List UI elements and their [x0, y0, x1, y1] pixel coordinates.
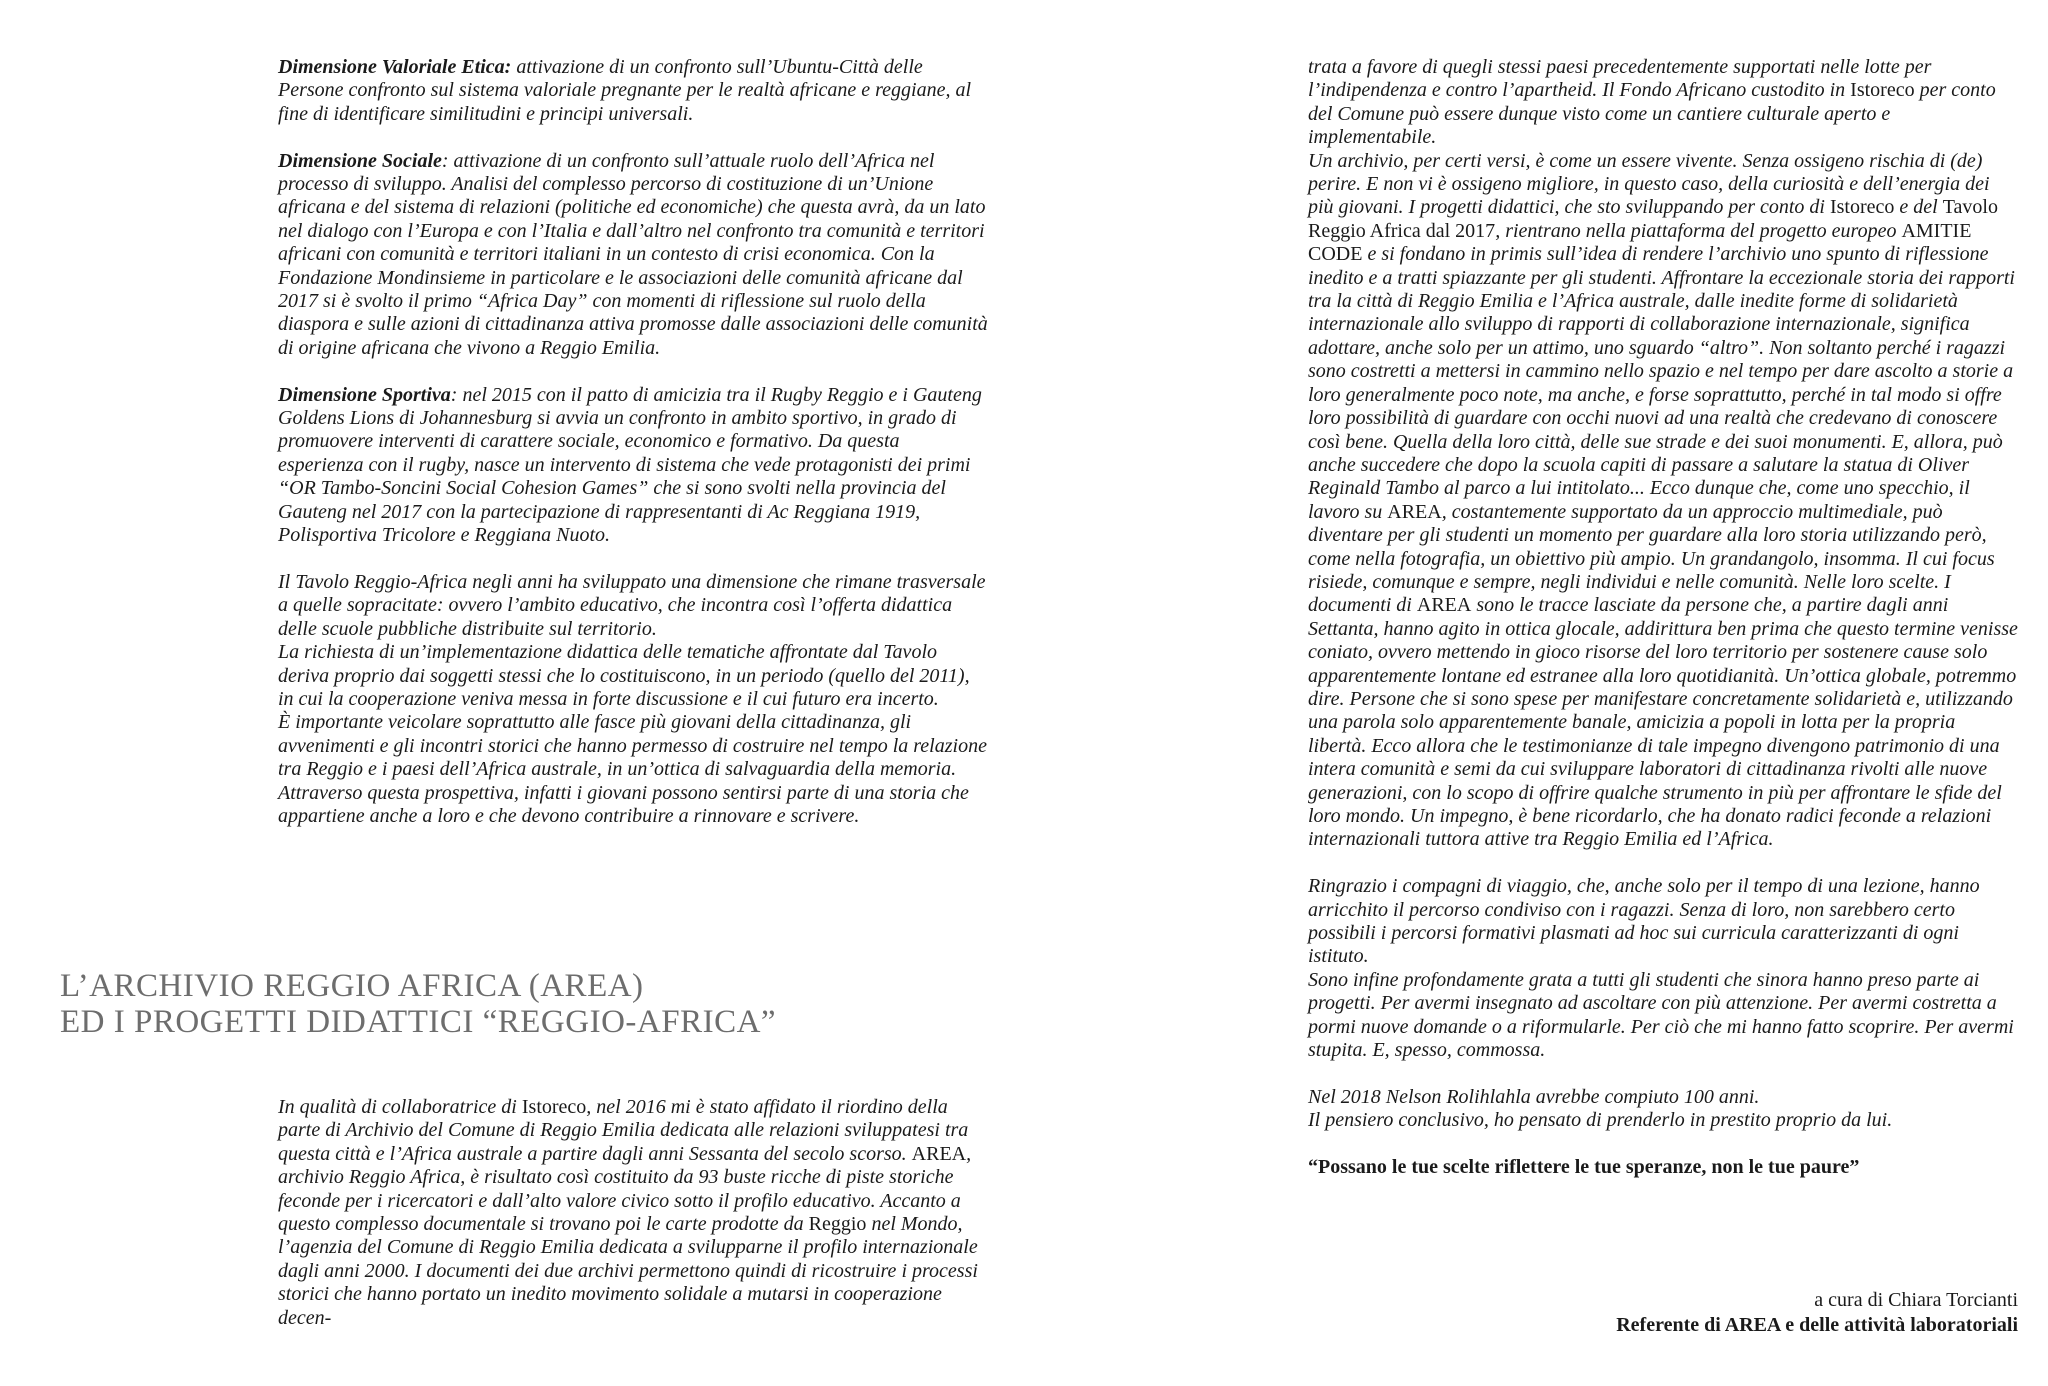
paragraph-pensiero: Il pensiero conclusivo, ho pensato di prenderlo in prestito proprio da lui.: [1308, 1109, 1893, 1132]
left-column: [278, 56, 990, 828]
paragraph-sportiva: Dimensione Sportiva: nel 2015 con il patto di amicizia tra il Rugby Reggio e i Gauteng Goldens Lions di Johannesburg si avvia un confronto in ambito sportivo, in grado di promuovere interventi di carattere sociale, economico e formativo. Da questa esperienza con il rugby, nasce un intervento di sistema che vede protagonisti dei primi “OR Tambo-Soncini Social Cohesion Games” che si sono svolti nella provincia del Gauteng nel 2017 con la partecipazione di rappresentanti di Ac Reggiana 1919, Polisportiva Tricolore e Reggiana Nuoto.: [278, 383, 982, 547]
signature: a cura di Chiara Torcianti: [1814, 1289, 2018, 1311]
lead-etica: Dimensione Valoriale Etica:: [278, 56, 512, 78]
lead-sportiva: Dimensione Sportiva: [278, 383, 451, 406]
right-column: [1308, 56, 2018, 1203]
paragraph-tavolo-1: Il Tavolo Reggio-Africa negli anni ha sviluppato una dimensione che rimane trasversale a quelle sopracitate: ovvero l’ambito educativo, che incontra così l’offerta didattica delle scuole pubbliche distribuite sul territorio.: [278, 570, 986, 640]
paragraph-studenti: Sono infine profondamente grata a tutti gli studenti che sinora hanno preso parte ai progetti. Per avermi insegnato ad ascoltare con più attenzione. Per avermi costretta a pormi nuove domande o a riformularle. Per ciò che mi hanno fatto scoprire. Per avermi stupita. E, spesso, commossa.: [1308, 968, 2014, 1062]
section-heading: [60, 968, 960, 1040]
lead-sociale: Dimensione Sociale: [278, 149, 442, 172]
closing-quote: “Possano le tue scelte riflettere le tue speranze, non le tue paure”: [1308, 1156, 1860, 1179]
paragraph-tavolo-2: La richiesta di un’implementazione didattica delle tematiche affrontate dal Tavolo deriva proprio dai soggetti stessi che lo costituiscono, in un periodo (quello del 2011), in cui la cooperazione veniva messa in forte discussione e il cui futuro era incerto.: [278, 641, 970, 710]
paragraph-etica: Dimensione Valoriale Etica: attivazione di un confronto sull’Ubuntu-Città delle Persone confronto sul sistema valoriale pregnante per le realtà africane e reggiane, al fine di identificare similitudini e principi universali.: [278, 56, 972, 125]
author-role: Referente di AREA e delle attività laboratoriali: [1616, 1314, 2018, 1336]
paragraph-continuation: trata a favore di quegli stessi paesi precedentemente supportati nelle lotte per l’indipendenza e contro l’apartheid. Il Fondo Africano custodito in Istoreco per conto del Comune può essere dunque visto come un cantiere culturale aperto e implementabile.: [1308, 56, 1996, 149]
left-column-archive: [278, 1096, 990, 1330]
paragraph-sociale: Dimensione Sociale: attivazione di un confronto sull’attuale ruolo dell’Africa nel processo di sviluppo. Analisi del complesso percorso di costituzione di un’Unione africana e del sistema di relazioni (politiche ed economiche) che questa avrà, da un lato nel dialogo con l’Europa e con l’Italia e dall’altro nel confronto tra comunità e territori africani con comunità e territori italiani in un contesto di crisi economica. Con la Fondazione Mondinsieme in particolare e le associazioni delle comunità africane dal 2017 si è svolto il primo “Africa Day” con momenti di riflessione sul ruolo della diaspora e sulle azioni di cittadinanza attiva promosse dalle associazioni delle comunità di origine africana che vivono a Reggio Emilia.: [278, 149, 988, 359]
paragraph-tavolo-3: È importante veicolare soprattutto alle fasce più giovani della cittadinanza, gli avvenimenti e gli incontri storici che hanno permesso di costruire nel tempo la relazione tra Reggio e i paesi dell’Africa australe, in un’ottica di salvaguardia della memoria. Attraverso questa prospettiva, infatti i giovani possono sentirsi parte di una storia che appartiene anche a loro e che devono contribuire a rinnovare e scrivere.: [278, 711, 987, 827]
paragraph-archivio: Un archivio, per certi versi, è come un essere vivente. Senza ossigeno rischia di (de) perire. E non vi è ossigeno migliore, in questo caso, della curiosità e dell’energia dei più giovani. I progetti didattici, che sto sviluppando per conto di Istoreco e del Tavolo Reggio Africa dal 2017, rientrano nella piattaforma del progetto europeo AMITIE CODE e si fondano in primis sull’idea di rendere l’archivio uno spunto di riflessione inedito e a tratti spiazzante per gli studenti. Affrontare la eccezionale storia dei rapporti tra la città di Reggio Emilia e l’Africa australe, dalle inedite forme di solidarietà internazionale allo sviluppo di rapporti di collaborazione internazionale, significa adottare, anche solo per un attimo, uno sguardo “altro”. Non soltanto perché i ragazzi sono costretti a mettersi in cammino nello spazio e nel tempo per dare ascolto a storie a loro generalmente poco note, ma anche, e forse soprattutto, perché in tal modo si offre loro possibilità di guardare con occhi nuovi ad una realtà che credevano di conoscere così bene. Quella della loro città, delle sue strade e dei suoi monumenti. E, allora, può anche succedere che dopo la scuola capiti di passare a salutare la statua di Oliver Reginald Tambo al parco a lui intitolato... Ecco dunque che, come uno specchio, il lavoro su AREA, costantemente supportato da un approccio multimediale, può diventare per gli studenti un momento per guardare alla loro storia utilizzando però, come nella fotografia, un obiettivo più ampio. Un grandangolo, insomma. Il cui focus risiede, comunque e sempre, negli individui e nelle comunità. Nelle loro scelte. I documenti di AREA sono le tracce lasciate da persone che, a partire dagli anni Settanta, hanno agito in ottica glocale, addirittura ben prima che questo termine venisse coniato, ovvero mettendo in gioco risorse del loro territorio per sostenere cause solo apparentemente lontane ed estranee alla loro quotidianità. Un’ottica globale, potremmo dire. Persone che si sono spese per manifestare concretamente solidarietà e, utilizzando una parola solo apparentemente banale, amicizia a popoli in lotta per la propria libertà. Ecco allora che le testimonianze di tale impegno divengono patrimonio di una intera comunità e semi da cui sviluppare laboratori di cittadinanza rivolti alle nuove generazioni, con lo scopo di offrire qualche strumento in più per affrontare le sfide del loro mondo. Un impegno, è bene ricordarlo, che ha donato radici feconde a relazioni internazionali tuttora attive tra Reggio Emilia ed l’Africa.: [1308, 149, 2018, 851]
heading-line-2: ED I PROGETTI DIDATTICI “REGGIO-AFRICA”: [60, 1004, 777, 1040]
signature-block: [1616, 1288, 2018, 1338]
paragraph-area: In qualità di collaboratrice di Istoreco, nel 2016 mi è stato affidato il riordino della parte di Archivio del Comune di Reggio Emilia dedicata alle relazioni sviluppatesi tra questa città e l’Africa australe a partire dagli anni Sessanta del secolo scorso. AREA, archivio Reggio Africa, è risultato così costituito da 93 buste ricche di piste storiche feconde per i ricercatori e dall’alto valore civico sotto il profilo educativo. Accanto a questo complesso documentale si trovano poi le carte prodotte da Reggio nel Mondo, l’agenzia del Comune di Reggio Emilia dedicata a svilupparne il profilo internazionale dagli anni 2000. I documenti dei due archivi permettono quindi di ricostruire i processi storici che hanno portato un inedito movimento solidale a mutarsi in cooperazione decen-: [278, 1096, 978, 1329]
paragraph-mandela: Nel 2018 Nelson Rolihlahla avrebbe compiuto 100 anni.: [1308, 1085, 1760, 1108]
heading-line-1: L’ARCHIVIO REGGIO AFRICA (AREA): [60, 968, 644, 1004]
paragraph-ringrazio: Ringrazio i compagni di viaggio, che, anche solo per il tempo di una lezione, hanno arricchito il percorso condiviso con i ragazzi. Senza di loro, non sarebbero certo possibili i percorsi formativi plasmati ad hoc sui curricula caratterizzanti di ogni istituto.: [1308, 875, 1980, 968]
